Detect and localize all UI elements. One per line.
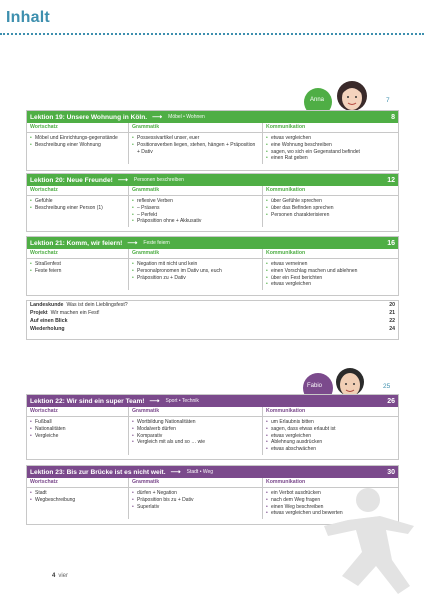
lesson-topic: Möbel • Wohnen <box>168 114 205 120</box>
col-header-kommunikation: Kommunikation <box>263 407 398 417</box>
extras-box <box>26 300 399 340</box>
list-item: • Positionsverben liegen, stehen, hängen + Präposition + Dativ <box>132 142 259 156</box>
lesson-page: 8 <box>391 113 395 121</box>
col-header-kommunikation: Kommunikation <box>263 186 398 196</box>
list-item: • sagen, dass etwas erlaubt ist <box>266 426 395 433</box>
col-header-wortschatz: Wortschatz <box>27 123 128 133</box>
list-item: • etwas verneinen <box>266 261 395 268</box>
anna-name: Anna <box>310 97 325 103</box>
list-item: • Possessivartikel unser, euer <box>132 135 259 142</box>
list-item: • Gefühle <box>30 198 125 205</box>
extra-page: 21 <box>389 310 395 316</box>
lesson-header[interactable] <box>27 237 398 249</box>
col-header-kommunikation: Kommunikation <box>263 123 398 133</box>
lesson-22 <box>26 394 399 460</box>
list-item: • einen Rat geben <box>266 155 395 162</box>
lesson-topic: Personen beschreiben <box>133 177 184 183</box>
list-item: • etwas vergleichen <box>266 281 395 288</box>
lesson-21 <box>26 236 399 296</box>
list-item: • – Perfekt <box>132 212 259 219</box>
lesson-title: Lektion 19: Unsere Wohnung in Köln. <box>30 113 148 121</box>
list-item: • Superlativ <box>132 504 259 511</box>
list-item: • sagen, wo sich ein Gegenstand befindet <box>266 149 395 156</box>
list-item: • Negation mit nicht und kein <box>132 261 259 268</box>
extra-text: Was ist dein Lieblingsfest? <box>66 302 128 308</box>
lesson-19 <box>26 110 399 171</box>
lesson-page: 26 <box>387 397 395 405</box>
lesson-title: Lektion 22: Wir sind ein super Team! <box>30 397 145 405</box>
col-header-kommunikation: Kommunikation <box>263 478 398 488</box>
footer-page-word: vier <box>58 573 69 579</box>
list-item: • Vergleiche <box>30 433 125 440</box>
extra-label: Landeskunde <box>30 302 64 308</box>
arrow-icon: ⟶ <box>152 114 163 121</box>
lesson-topic: Feste feiern <box>143 240 170 246</box>
list-item: • Feste feiern <box>30 268 125 275</box>
col-header-grammatik: Grammatik <box>129 123 262 133</box>
list-item: • – Präsens <box>132 205 259 212</box>
lesson-title: Lektion 23: Bis zur Brücke ist es nicht weit. <box>30 468 166 476</box>
list-item: • über das Befinden sprechen <box>266 205 395 212</box>
page-title: Inhalt <box>6 9 50 26</box>
list-item: • Modalverb dürfen <box>132 426 259 433</box>
extra-row[interactable] <box>27 325 398 333</box>
extra-page: 24 <box>389 326 395 332</box>
col-header-grammatik: Grammatik <box>129 478 262 488</box>
list-item: • etwas vergleichen <box>266 433 395 440</box>
list-item: • dürfen + Negation <box>132 490 259 497</box>
list-item: • Beschreibung einer Wohnung <box>30 142 125 149</box>
extra-page: 20 <box>389 302 395 308</box>
lesson-page: 30 <box>387 468 395 476</box>
extra-row[interactable] <box>27 301 398 309</box>
col-header-wortschatz: Wortschatz <box>27 249 128 259</box>
fabio-name: Fabio <box>307 383 323 389</box>
list-item: • Wegbeschreibung <box>30 497 125 504</box>
arrow-icon: ⟶ <box>117 177 128 184</box>
list-item: • nach dem Weg fragen <box>266 497 395 504</box>
list-item: • über ein Fest berichten <box>266 275 395 282</box>
list-item: • etwas vergleichen <box>266 135 395 142</box>
anna-page: 7 <box>386 97 390 104</box>
list-item: • Personalpronomen im Dativ uns, euch <box>132 268 259 275</box>
lesson-20 <box>26 173 399 232</box>
list-item: • ein Verbot ausdrücken <box>266 490 395 497</box>
list-item: • eine Wohnung beschreiben <box>266 142 395 149</box>
list-item: • Straßenfest <box>30 261 125 268</box>
col-header-kommunikation: Kommunikation <box>263 249 398 259</box>
footer-page-number: 4 <box>52 573 56 579</box>
lesson-page: 16 <box>387 239 395 247</box>
list-item: • Präposition ohne + Akkusativ <box>132 218 259 225</box>
list-item: • reflexive Verben <box>132 198 259 205</box>
lesson-header[interactable] <box>27 111 398 123</box>
lesson-topic: Sport • Technik <box>165 398 199 404</box>
extra-row[interactable] <box>27 309 398 317</box>
list-item: • etwas vergleichen und bewerten <box>266 510 395 517</box>
col-header-wortschatz: Wortschatz <box>27 478 128 488</box>
list-item: • Wortbildung Nationalitäten <box>132 419 259 426</box>
list-item: • Komparativ <box>132 433 259 440</box>
extra-text: Wir machen ein Fest! <box>50 310 100 316</box>
lesson-title: Lektion 20: Neue Freunde! <box>30 176 113 184</box>
col-header-grammatik: Grammatik <box>129 407 262 417</box>
col-header-grammatik: Grammatik <box>129 249 262 259</box>
arrow-icon: ⟶ <box>170 469 181 476</box>
lesson-header[interactable] <box>27 174 398 186</box>
extra-label: Projekt <box>30 310 48 316</box>
list-item: • Möbel und Einrichtungs-gegenstände <box>30 135 125 142</box>
list-item: • über Gefühle sprechen <box>266 198 395 205</box>
list-item: • Präposition bis zu + Dativ <box>132 497 259 504</box>
col-header-wortschatz: Wortschatz <box>27 407 128 417</box>
list-item: • Nationalitäten <box>30 426 125 433</box>
list-item: • um Erlaubnis bitten <box>266 419 395 426</box>
list-item: • Präposition zu + Dativ <box>132 275 259 282</box>
list-item: • Stadt <box>30 490 125 497</box>
arrow-icon: ⟶ <box>149 398 160 405</box>
title-divider <box>0 33 424 35</box>
list-item: • Beschreibung einer Person (1) <box>30 205 125 212</box>
lesson-topic: Stadt • Weg <box>186 469 214 475</box>
extra-row[interactable] <box>27 317 398 325</box>
lesson-page: 12 <box>387 176 395 184</box>
lesson-title: Lektion 21: Komm, wir feiern! <box>30 239 123 247</box>
lesson-header[interactable] <box>27 466 398 478</box>
list-item: • etwas abschwächen <box>266 446 395 453</box>
extra-label: Wiederholung <box>30 326 65 332</box>
fabio-page: 25 <box>383 383 391 390</box>
list-item: • Fußball <box>30 419 125 426</box>
list-item: • Ablehnung ausdrücken <box>266 439 395 446</box>
list-item: • einen Vorschlag machen und ablehnen <box>266 268 395 275</box>
lesson-header[interactable] <box>27 395 398 407</box>
page-footer <box>52 573 68 579</box>
list-item: • Personen charakterisieren <box>266 212 395 219</box>
col-header-grammatik: Grammatik <box>129 186 262 196</box>
figure-logo-icon <box>318 486 418 598</box>
extra-page: 22 <box>389 318 395 324</box>
arrow-icon: ⟶ <box>127 240 138 247</box>
list-item: • Vergleich mit als und so … wie <box>132 439 259 446</box>
list-item: • einen Weg beschreiben <box>266 504 395 511</box>
extra-label: Auf einen Blick <box>30 318 68 324</box>
col-header-wortschatz: Wortschatz <box>27 186 128 196</box>
